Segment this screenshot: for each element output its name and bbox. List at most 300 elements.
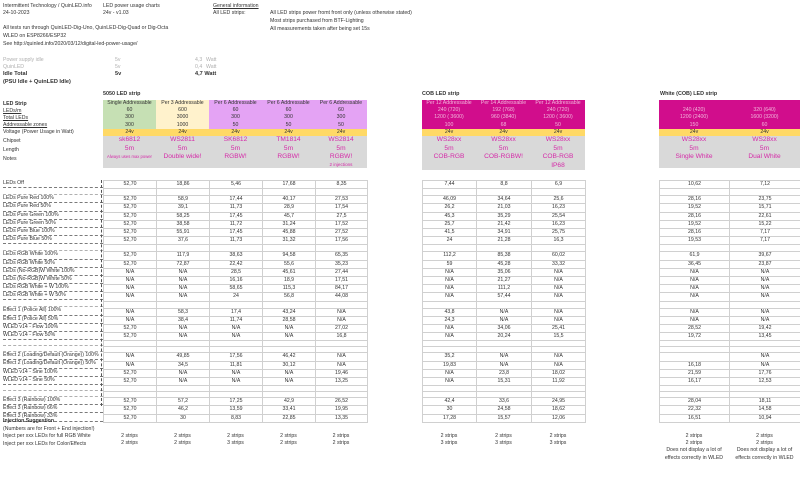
measurement-cell: 19,83 bbox=[423, 361, 477, 369]
measurement-cell bbox=[157, 245, 210, 252]
measurement-cell: 19,46 bbox=[316, 369, 368, 377]
measurement-cell: 6,9 bbox=[532, 181, 586, 189]
measurement-cell bbox=[210, 189, 263, 196]
measurement-cell bbox=[477, 189, 532, 196]
measurement-label: Effect 2 (Loading/Default (Orange)) 50% bbox=[3, 360, 103, 368]
chipset: WS28xx bbox=[531, 136, 585, 145]
label-length: Length bbox=[3, 147, 19, 153]
measurement-cell: 23,8 bbox=[477, 369, 532, 377]
injection-value: 3 strips bbox=[440, 440, 458, 447]
measurement-cell: N/A bbox=[157, 378, 210, 386]
addressable-zones: 50 bbox=[531, 122, 585, 129]
label-voltage: Voltage (Power Usage in Watt) bbox=[3, 129, 74, 135]
label-leds-per-m: LEDs/m bbox=[3, 108, 22, 114]
measurement-cell: 38,58 bbox=[157, 220, 210, 228]
measurement-cell: N/A bbox=[660, 293, 730, 301]
measurement-cell: 7,17 bbox=[730, 237, 800, 245]
measurement-cell: 17,54 bbox=[316, 204, 368, 212]
measurement-cell: 11,73 bbox=[210, 204, 263, 212]
table-row bbox=[104, 285, 368, 293]
white-note-line1: Does not display a lot of bbox=[736, 447, 793, 454]
length: 5m bbox=[476, 145, 531, 154]
measurement-cell: N/A bbox=[660, 277, 730, 285]
measurement-cell: 84,17 bbox=[316, 285, 368, 293]
total-leds: 3000 bbox=[156, 114, 209, 121]
notes: COB-RGBW! bbox=[476, 153, 531, 162]
measurement-cell: N/A bbox=[730, 277, 800, 285]
measurement-cell: N/A bbox=[532, 268, 586, 276]
notes: Dual White bbox=[729, 153, 800, 162]
addressable-zones: 100 bbox=[422, 122, 476, 129]
measurement-cell bbox=[316, 301, 368, 308]
total-leds: 1200 ( 3600) bbox=[531, 114, 585, 121]
table-row bbox=[660, 252, 800, 260]
notes-extra: IP68 bbox=[531, 162, 585, 171]
chipset: WS28xx bbox=[659, 136, 729, 145]
strip-type: Per 12 Addressable bbox=[531, 100, 585, 107]
measurement-cell: 61,9 bbox=[660, 252, 730, 260]
length: 5m bbox=[103, 145, 156, 154]
general-info-line-3: All measurements taken after being set 15s bbox=[270, 26, 370, 32]
measurement-labels bbox=[3, 180, 103, 422]
table-row bbox=[104, 301, 368, 308]
measurement-cell: 27,5 bbox=[316, 212, 368, 220]
measurement-cell bbox=[477, 245, 532, 252]
measurement-cell bbox=[730, 301, 800, 308]
leds-per-m: 60 bbox=[315, 107, 367, 114]
table-row bbox=[660, 268, 800, 276]
total-leds: 960 (3840) bbox=[476, 114, 531, 121]
measurement-cell: 27,44 bbox=[316, 268, 368, 276]
measurement-label bbox=[3, 188, 103, 195]
label-notes: Notes bbox=[3, 156, 17, 162]
measurement-cell: N/A bbox=[263, 369, 316, 377]
measurement-cell: N/A bbox=[423, 277, 477, 285]
table-row bbox=[104, 196, 368, 204]
table-row bbox=[660, 260, 800, 268]
measurement-cell: 25,75 bbox=[532, 229, 586, 237]
measurement-cell: N/A bbox=[104, 277, 157, 285]
injection-row2-label: Inject per xxx LEDs for Color/Effects bbox=[3, 440, 87, 447]
measurement-cell: N/A bbox=[210, 325, 263, 333]
notes-extra bbox=[209, 162, 262, 169]
injection-value: 2 strips bbox=[174, 433, 191, 439]
measurement-cell: 21,59 bbox=[660, 369, 730, 377]
injection-value: 2 strips bbox=[121, 433, 138, 439]
measurement-label: LEDs RGB White + W 50% bbox=[3, 292, 103, 300]
table-row bbox=[660, 333, 800, 341]
measurement-label: LEDs Pure Green 50% bbox=[3, 220, 103, 228]
measurement-cell: N/A bbox=[532, 361, 586, 369]
measurement-label: LEDs RGB White 100% bbox=[3, 251, 103, 259]
measurement-cell: 33,6 bbox=[477, 398, 532, 406]
table-row bbox=[423, 406, 586, 414]
label-divider bbox=[101, 180, 102, 406]
injection-value: 2 strips bbox=[440, 433, 458, 439]
injection-value: 2 strips bbox=[174, 440, 191, 447]
measurement-cell: 18,62 bbox=[532, 406, 586, 414]
idle-psu-label: Power supply idle bbox=[3, 57, 44, 63]
table-row bbox=[423, 414, 586, 422]
table-row bbox=[660, 189, 800, 196]
measurement-cell: 46,09 bbox=[423, 196, 477, 204]
measurement-cell: 42,9 bbox=[263, 398, 316, 406]
measurement-label: LEDs Pure Red 100% bbox=[3, 195, 103, 203]
measurement-cell: N/A bbox=[104, 268, 157, 276]
addressable-zones: 150 bbox=[659, 122, 729, 129]
measurement-cell: 24 bbox=[210, 293, 263, 301]
measurement-cell: 17,68 bbox=[263, 181, 316, 189]
org-name: Intermittent Technology / QuinLED.info bbox=[3, 3, 92, 9]
measurement-cell: 24 bbox=[423, 237, 477, 245]
measurement-cell: N/A bbox=[730, 316, 800, 324]
measurement-cell: 10,62 bbox=[660, 181, 730, 189]
measurement-cell: 15,71 bbox=[730, 204, 800, 212]
measurement-cell: 117,9 bbox=[157, 252, 210, 260]
measurement-cell: N/A bbox=[730, 308, 800, 316]
report-date: 24-10-2023 bbox=[3, 10, 30, 16]
measurement-cell: 7,12 bbox=[730, 181, 800, 189]
injection-value: 2 strips bbox=[332, 440, 350, 447]
measurement-cell: N/A bbox=[210, 369, 263, 377]
measurement-cell: 37,6 bbox=[157, 237, 210, 245]
leds-per-m: 320 (640) bbox=[729, 107, 800, 114]
measurement-cell: 28,5 bbox=[210, 268, 263, 276]
measurement-label: LEDs (No-RGB)W White 50% bbox=[3, 276, 103, 284]
measurement-cell: 14,58 bbox=[730, 406, 800, 414]
measurement-cell: 38,4 bbox=[157, 316, 210, 324]
measurement-cell: 30,12 bbox=[263, 361, 316, 369]
measurement-cell: 34,91 bbox=[477, 229, 532, 237]
measurement-cell: 25,6 bbox=[532, 196, 586, 204]
measurement-label: WLED v14 - Sine 100% bbox=[3, 369, 103, 377]
measurement-cell: 38,63 bbox=[210, 252, 263, 260]
measurement-cell: N/A bbox=[423, 293, 477, 301]
measurement-cell: 13,45 bbox=[730, 333, 800, 341]
measurement-cell: 85,38 bbox=[477, 252, 532, 260]
addressable-zones: 1000 bbox=[156, 122, 209, 129]
measurement-cell: 25,54 bbox=[532, 212, 586, 220]
measurement-cell bbox=[660, 245, 730, 252]
label-total-leds: Total LEDs bbox=[3, 115, 29, 121]
table-row bbox=[423, 378, 586, 386]
measurement-cell: 21,28 bbox=[477, 237, 532, 245]
measurement-cell: 58,9 bbox=[157, 196, 210, 204]
measurement-cell: N/A bbox=[423, 285, 477, 293]
measurement-label: Effect 3 (Rainbow) 100% bbox=[3, 397, 103, 405]
measurement-cell: 72,87 bbox=[157, 260, 210, 268]
leds-per-m: 192 (768) bbox=[476, 107, 531, 114]
idle-total-note: (PSU Idle + QuinLED Idle) bbox=[3, 79, 71, 85]
addressable-zones: 50 bbox=[262, 122, 315, 129]
table-row bbox=[423, 268, 586, 276]
measurement-cell: N/A bbox=[660, 316, 730, 324]
length: 5m bbox=[262, 145, 315, 154]
tests-note: All tests run through QuinLED-Dig-Uno, QuinLED-Dig-Quad or Dig-Octa bbox=[3, 25, 169, 31]
label-led-strip: LED Strip bbox=[3, 101, 27, 107]
notes: RGBW! bbox=[262, 153, 315, 162]
voltage: 24v bbox=[315, 129, 367, 136]
measurement-cell: 12,53 bbox=[730, 378, 800, 386]
injection-value: 2 strips bbox=[495, 433, 512, 439]
measurement-cell bbox=[532, 245, 586, 252]
measurement-cell: 17,56 bbox=[210, 353, 263, 361]
measurement-cell bbox=[157, 189, 210, 196]
table-row bbox=[104, 277, 368, 285]
table-row bbox=[660, 325, 800, 333]
table-row bbox=[104, 316, 368, 324]
label-chipset: Chipset bbox=[3, 138, 21, 144]
table-row bbox=[660, 245, 800, 252]
measurement-cell bbox=[660, 189, 730, 196]
idle-total-label: Idle Total bbox=[3, 71, 28, 77]
table-row bbox=[423, 245, 586, 252]
table-row bbox=[660, 204, 800, 212]
measurement-cell: 16,17 bbox=[660, 378, 730, 386]
measurement-cell: N/A bbox=[532, 353, 586, 361]
measurement-cell: 16,18 bbox=[660, 361, 730, 369]
injection-value: 2 strips bbox=[756, 433, 773, 439]
measurement-cell: 12,06 bbox=[532, 414, 586, 422]
table-row bbox=[660, 285, 800, 293]
notes: Always uses max power bbox=[103, 153, 156, 162]
measurement-cell: 17,45 bbox=[210, 212, 263, 220]
addressable-zones: 50 bbox=[209, 122, 262, 129]
table-row bbox=[660, 229, 800, 237]
measurement-cell bbox=[263, 245, 316, 252]
measurement-cell: 34,06 bbox=[477, 325, 532, 333]
measurement-cell bbox=[532, 189, 586, 196]
measurement-cell bbox=[730, 189, 800, 196]
measurement-cell: 33,41 bbox=[263, 406, 316, 414]
total-leds: 1600 (3200) bbox=[729, 114, 800, 121]
measurement-cell bbox=[423, 189, 477, 196]
table-row bbox=[104, 181, 368, 189]
measurement-cell: 52,70 bbox=[104, 229, 157, 237]
measurement-cell: N/A bbox=[730, 353, 800, 361]
measurement-cell: N/A bbox=[157, 333, 210, 341]
measurement-cell: 13,25 bbox=[316, 378, 368, 386]
measurement-cell: 26,52 bbox=[316, 398, 368, 406]
table-row bbox=[660, 301, 800, 308]
measurement-cell: 25,41 bbox=[532, 325, 586, 333]
idle-psu-watt: 4,3 bbox=[195, 57, 203, 63]
notes-extra bbox=[659, 162, 729, 169]
table-row bbox=[423, 333, 586, 341]
measurement-cell: N/A bbox=[477, 353, 532, 361]
chipset: SK6812 bbox=[209, 136, 262, 145]
table-row bbox=[423, 252, 586, 260]
injection-5050 bbox=[103, 433, 367, 447]
measurement-label: LEDs Pure Blue 50% bbox=[3, 236, 103, 244]
measurement-cell: N/A bbox=[210, 333, 263, 341]
injection-value: 2 strips bbox=[685, 433, 703, 439]
measurement-cell: 45,7 bbox=[263, 212, 316, 220]
measurement-label: WLED v14 - Flow 50% bbox=[3, 332, 103, 340]
table-row bbox=[423, 301, 586, 308]
table-row bbox=[423, 285, 586, 293]
injection-value: 2 strips bbox=[280, 440, 297, 447]
measurement-cell: N/A bbox=[157, 325, 210, 333]
measurement-cell: 22,42 bbox=[210, 260, 263, 268]
measurement-label: Effect 3 (Rainbow) 66% bbox=[3, 405, 103, 413]
measurement-cell: 18,86 bbox=[157, 181, 210, 189]
total-leds: 300 bbox=[103, 114, 156, 121]
measurement-cell: 45,61 bbox=[263, 268, 316, 276]
idle-quinled-watt: 0,4 bbox=[195, 64, 203, 70]
measurement-cell: 35,23 bbox=[316, 260, 368, 268]
measurement-cell: 17,76 bbox=[730, 369, 800, 377]
table-row bbox=[660, 277, 800, 285]
table-row bbox=[660, 181, 800, 189]
injection-title: Injection Suggestion bbox=[3, 418, 55, 424]
measurement-cell: 15,5 bbox=[532, 333, 586, 341]
injection-value: 2 strips bbox=[549, 433, 567, 439]
table-row bbox=[660, 237, 800, 245]
measurement-cell: 8,35 bbox=[316, 181, 368, 189]
measurement-cell: 16,23 bbox=[532, 204, 586, 212]
strip-type: Per 6 Addressable bbox=[315, 100, 367, 107]
measurement-cell: N/A bbox=[532, 293, 586, 301]
measurement-cell: 17,45 bbox=[210, 229, 263, 237]
total-leds: 1200 ( 3600) bbox=[422, 114, 476, 121]
measurement-cell: 39,67 bbox=[730, 252, 800, 260]
measurement-cell: N/A bbox=[263, 378, 316, 386]
strip-type: Per 3 Addressable bbox=[156, 100, 209, 107]
measurement-cell: 17,56 bbox=[316, 237, 368, 245]
measurement-label: WLED v14 - Sine 50% bbox=[3, 377, 103, 385]
measurement-cell: 35,29 bbox=[477, 212, 532, 220]
measurement-cell: 58,65 bbox=[210, 285, 263, 293]
measurement-cell: N/A bbox=[477, 316, 532, 324]
measurement-cell: 30 bbox=[157, 414, 210, 422]
voltage: 24v bbox=[531, 129, 585, 136]
table-row bbox=[104, 325, 368, 333]
measurement-cell: 56,8 bbox=[263, 293, 316, 301]
measurement-cell: 94,58 bbox=[263, 252, 316, 260]
table-row bbox=[423, 181, 586, 189]
notes: Double wide! bbox=[156, 153, 209, 162]
measurement-label: LEDs RGB White 50% bbox=[3, 260, 103, 268]
voltage: 24v bbox=[659, 129, 729, 136]
measurement-cell: 15,57 bbox=[477, 414, 532, 422]
table-row bbox=[660, 293, 800, 301]
measurement-cell: N/A bbox=[157, 369, 210, 377]
measurement-cell: 52,70 bbox=[104, 406, 157, 414]
table-row bbox=[423, 325, 586, 333]
measurements-5050 bbox=[103, 180, 368, 423]
voltage: 24v bbox=[262, 129, 315, 136]
table-row bbox=[423, 398, 586, 406]
measurement-cell: 15,31 bbox=[477, 378, 532, 386]
table-row bbox=[104, 333, 368, 341]
measurement-cell: 24,3 bbox=[423, 316, 477, 324]
chipset: WS2814 bbox=[315, 136, 367, 145]
measurement-cell: 58,25 bbox=[157, 212, 210, 220]
measurement-cell: 5,46 bbox=[210, 181, 263, 189]
measurement-cell: 19,53 bbox=[660, 237, 730, 245]
measurement-cell: 11,81 bbox=[210, 361, 263, 369]
section-title-cob: COB LED strip bbox=[422, 91, 460, 97]
measurement-label: LEDs Pure Blue 100% bbox=[3, 228, 103, 236]
length: 5m bbox=[156, 145, 209, 154]
measurement-cell: 52,70 bbox=[104, 260, 157, 268]
measurement-cell: N/A bbox=[660, 268, 730, 276]
measurement-cell: 52,70 bbox=[104, 212, 157, 220]
table-row bbox=[104, 252, 368, 260]
measurement-cell bbox=[660, 301, 730, 308]
measurement-cell: 21,42 bbox=[477, 220, 532, 228]
measurement-cell: 57,2 bbox=[157, 398, 210, 406]
table-row bbox=[104, 245, 368, 252]
measurement-cell: 45,88 bbox=[263, 229, 316, 237]
measurement-cell bbox=[210, 245, 263, 252]
measurement-cell: 57,44 bbox=[477, 293, 532, 301]
measurement-cell: N/A bbox=[423, 268, 477, 276]
measurement-cell: N/A bbox=[730, 285, 800, 293]
measurement-cell: N/A bbox=[157, 285, 210, 293]
table-row bbox=[423, 361, 586, 369]
measurement-cell: 45,3 bbox=[423, 212, 477, 220]
table-row bbox=[660, 220, 800, 228]
measurement-cell: 30 bbox=[423, 406, 477, 414]
measurement-cell: N/A bbox=[316, 353, 368, 361]
chipset: TM1814 bbox=[262, 136, 315, 145]
idle-psu-volt: 5v bbox=[115, 57, 121, 63]
source-link[interactable]: See http://quinled.info/2020/03/12/digital-led-power-usage/ bbox=[3, 41, 138, 47]
length: 5m bbox=[659, 145, 729, 154]
addressable-zones: 50 bbox=[315, 122, 367, 129]
measurement-cell: N/A bbox=[532, 316, 586, 324]
table-row bbox=[104, 220, 368, 228]
measurement-cell: 18,9 bbox=[263, 277, 316, 285]
measurement-cell: N/A bbox=[730, 268, 800, 276]
table-row bbox=[104, 414, 368, 422]
chipset: WS28xx bbox=[729, 136, 800, 145]
measurement-cell: N/A bbox=[104, 361, 157, 369]
measurement-cell: 16,16 bbox=[210, 277, 263, 285]
table-row bbox=[423, 260, 586, 268]
measurements-cob bbox=[422, 180, 586, 423]
table-row bbox=[104, 268, 368, 276]
measurement-cell: 26,2 bbox=[423, 204, 477, 212]
measurement-cell: 27,53 bbox=[316, 196, 368, 204]
measurement-cell bbox=[423, 245, 477, 252]
general-info-line-2: Most strips purchased from BTF-Lighting bbox=[270, 18, 364, 24]
injection-white bbox=[659, 433, 800, 462]
white-note-line2: effects correctly in WLED bbox=[735, 454, 794, 461]
measurement-label: LEDs Pure Red 50% bbox=[3, 203, 103, 211]
measurement-label: LEDs RGB White + W 100% bbox=[3, 284, 103, 292]
notes-extra bbox=[476, 162, 531, 171]
measurement-cell: 52,70 bbox=[104, 369, 157, 377]
spec-table-cob bbox=[422, 100, 585, 170]
leds-per-m: 240 (720) bbox=[422, 107, 476, 114]
measurement-cell: N/A bbox=[532, 277, 586, 285]
measurement-cell: N/A bbox=[157, 293, 210, 301]
measurement-cell: 52,70 bbox=[104, 181, 157, 189]
measurement-cell: N/A bbox=[477, 361, 532, 369]
measurement-cell: 33,32 bbox=[532, 260, 586, 268]
measurement-cell: 46,42 bbox=[263, 353, 316, 361]
measurement-cell: 20,24 bbox=[477, 333, 532, 341]
white-note-line2: effects correctly in WLED bbox=[664, 454, 724, 461]
strip-type: Per 6 Addressable bbox=[262, 100, 315, 107]
measurement-cell: 10,94 bbox=[730, 414, 800, 422]
measurement-cell: N/A bbox=[263, 325, 316, 333]
measurement-cell: 25,7 bbox=[423, 220, 477, 228]
measurement-cell: N/A bbox=[316, 361, 368, 369]
